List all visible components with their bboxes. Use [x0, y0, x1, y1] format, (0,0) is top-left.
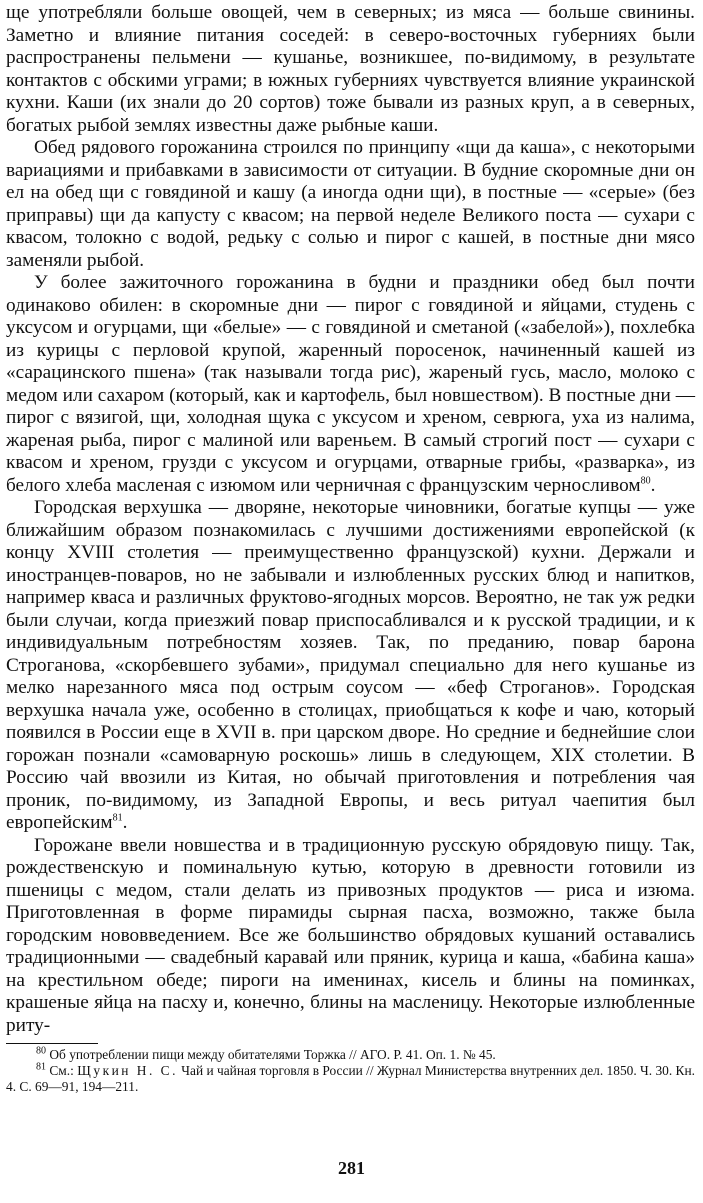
footnote-80: $^{80}$ Об употреблении пищи между обитателями Торжка // АГО. Р. 41. Оп. 1. № 45. [36, 1045, 496, 1062]
footnote-number: 80 [36, 1045, 46, 1057]
paragraph-2: Обед рядового горожанина строился по принципу «щи да каша», с некоторыми вариациями и прибавками в зависимости от ситуации. В будние скоромные дни он ел на обед щи с говядиной и кашу (а иногда одни щи), в постные — «серые» (без приправы) щи да капусту с квасом; на первой неделе Великого поста — сухари с квасом, толокно с водой, редьку с солью и пирог с кашей, в постные дни мясо заменяли рыбой. [6, 137, 695, 271]
footnote-divider [6, 1043, 98, 1044]
paragraph-3: У более зажиточного горожанина в будни и праздники обед был почти одинаково обилен: в скоромные дни — пирог с говядиной и яйцами, студень с уксусом и огурцами, щи «белые» — с говядиной и сметаной («забелой»), похлебка из курицы с перловой крупой, жаренный поросенок, начиненный кашей из «сарацинского пшена» (так называли тогда рис), жареный гусь, масло, молоко с медом или сахаром (который, как и картофель, был новшеством). В постные дни — пирог с вязигой, щи, холодная щука с уксусом и хреном, севрюга, уха из налима, жареная рыба, пирог с малиной или вареньем. В самый строгий пост — сухари с квасом и хреном, грузди с уксусом и огурцами, отварные грибы, «разварка», из белого хлеба масленая с изюмом или черничная с французским черносливом$^{80}$. [6, 272, 695, 496]
paragraph-5: Горожане ввели новшества и в традиционную русскую обрядовую пищу. Так, рождественскую и поминальную кутью, которую в древности готовили из пшеницы с медом, стали делать из привозных продуктов — риса и изюма. Приготовленная в форме пирамиды сырная пасха, возможно, также была городским нововведением. Все же большинство обрядовых кушаний оставались традиционными — свадебный каравай или пряник, курица и каша, «бабина каша» на крестильном обеде; пироги на именинах, кисель и блины на поминках, крашеные яйца на пасху и, конечно, блины на масленицу. Некоторые излюбленные риту- [6, 834, 695, 1036]
page-number: 281 [338, 1158, 365, 1178]
footnote-author: Щукин Н. С. [77, 1063, 178, 1078]
footnote-ref-80: 80 [640, 475, 651, 487]
footnote-number: 81 [36, 1061, 46, 1073]
paragraph-4: Городская верхушка — дворяне, некоторые чиновники, богатые купцы — уже ближайшим образом познакомилась с лучшими достижениями европейской (к концу XVIII столетия — преимущественно французской) кухни. Держали и иностранцев-поваров, но не забывали и излюбленных русских блюд и напитков, например кваса и различных фруктово-ягодных морсов. Вероятно, не так уж редки были случаи, когда приезжий повар приспосабливался и к русской традиции, и к индивидуальным потребностям хозяев. Так, по преданию, повар барона Строганова, «скорбевшего зубами», придумал специально для него кушанье из мелко нарезанного мяса под острым соусом — «беф Строганов». Городская верхушка начала уже, особенно в столицах, приобщаться к кофе и чаю, который появился в России еще в XVII в. при царском дворе. Но средние и беднейшие слои горожан познали «самоварную роскошь» лишь в следующем, XIX столетии. В Россию чай ввозили из Китая, но обычай приготовления и потребления чая проник, по-видимому, из Западной Европы, и весь ритуал чаепития был европейским$^{81}$. [6, 497, 695, 833]
footnote-81: $^{81}$ См.: Щукин Н. С. Чай и чайная торговля в России // Журнал Министерства внутренних дел. 1850. Ч. 30. Кн. 4. С. 69—91, 194—211. [6, 1061, 695, 1094]
footnote-ref-81: 81 [112, 812, 123, 824]
paragraph-1: ще употребляли больше овощей, чем в северных; из мяса — больше свинины. Заметно и влияние питания соседей: в северо-восточных губерниях были распространены пельмени — кушанье, возникшее, по-видимому, в результате контактов с обскими уграми; в южных губерниях чувствуется влияние украинской кухни. Каши (их знали до 20 сортов) тоже бывали из разных круп, а в северных, богатых рыбой землях известны даже рыбные каши. [6, 2, 695, 136]
